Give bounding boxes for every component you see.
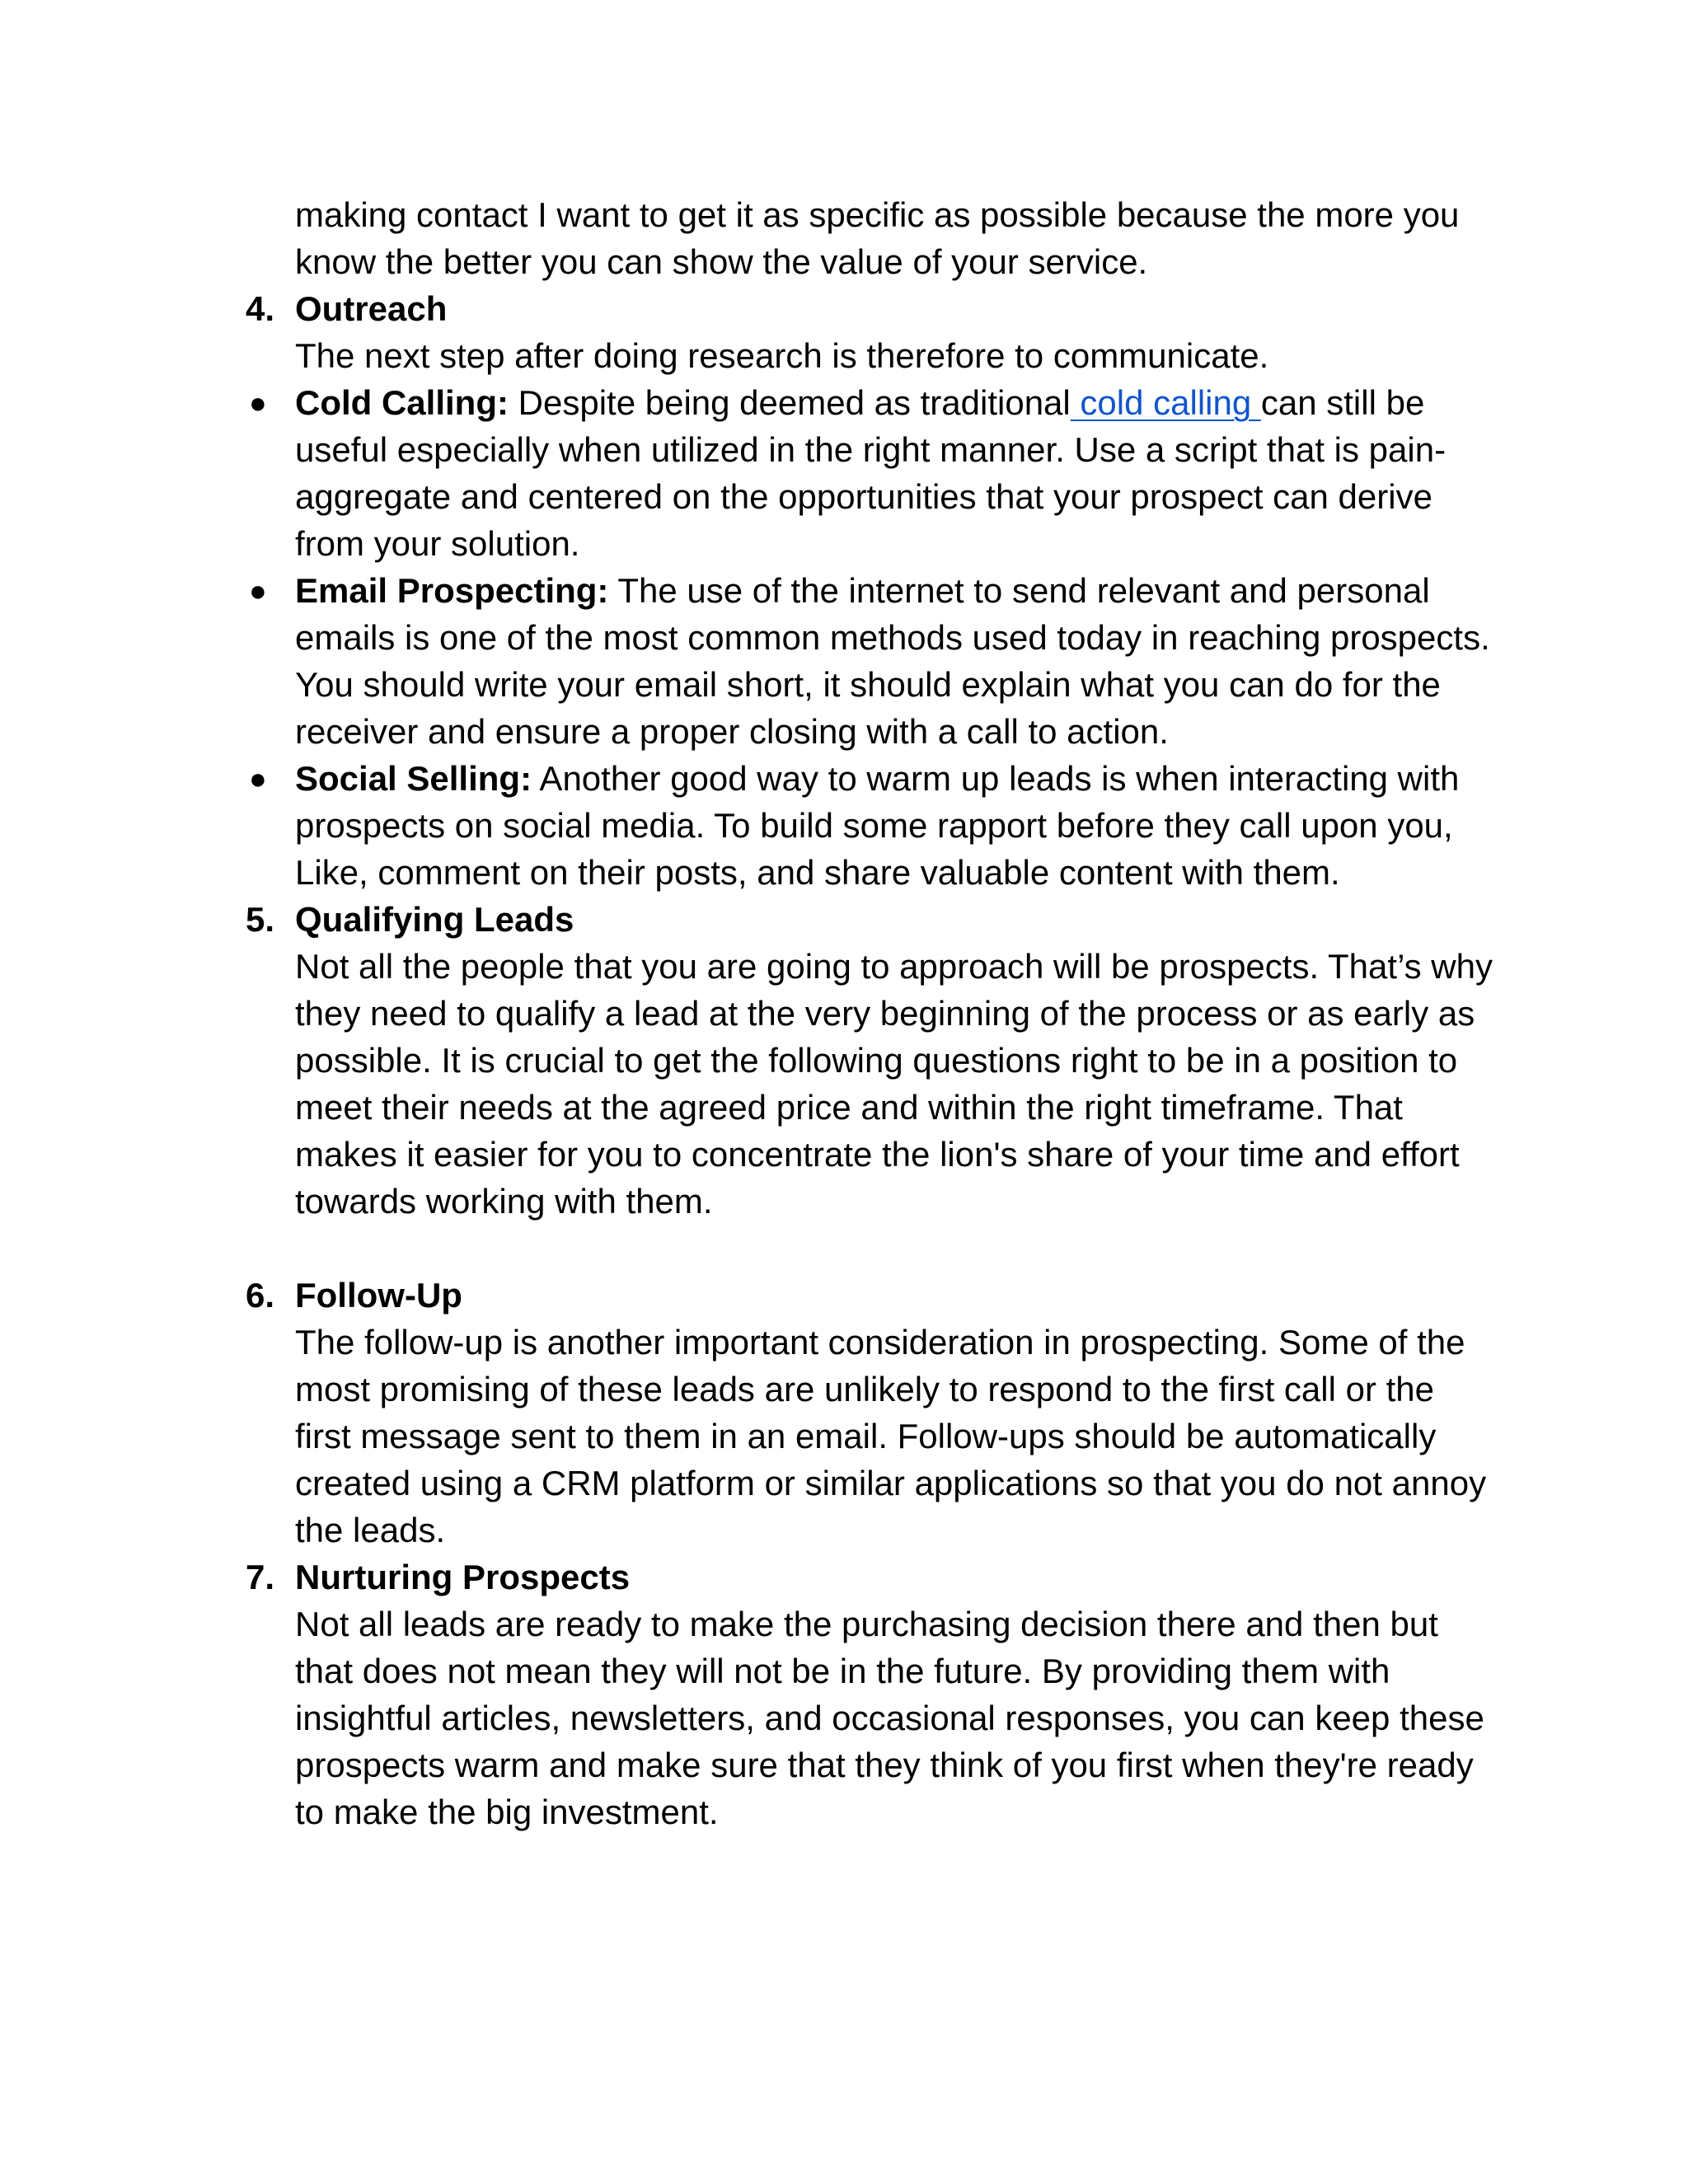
bullet-cold-calling	[246, 379, 1498, 567]
section-body: Not all leads are ready to make the purchasing decision there and then but that does not mean they will not be in the future. By providing them with insightful articles, newsletters, and occasional responses, you can keep these prospects warm and make sure that they think of you first when they're ready to make the big investment.	[295, 1605, 1484, 1831]
section-follow-up	[246, 1272, 1498, 1554]
section-nurturing-prospects	[246, 1554, 1498, 1835]
section-number: 7.	[246, 1558, 275, 1596]
section-body: The next step after doing research is therefore to communicate.	[295, 336, 1269, 375]
section-heading: Nurturing Prospects	[295, 1558, 631, 1596]
cold-calling-link[interactable]: cold calling	[1070, 383, 1261, 422]
section-qualifying-leads	[246, 896, 1498, 1225]
bullet-title: Cold Calling:	[295, 383, 509, 422]
intro-paragraph	[246, 191, 1498, 285]
bullet-email-prospecting	[246, 567, 1498, 755]
section-heading: Qualifying Leads	[295, 900, 574, 939]
bullet-icon: ●	[249, 762, 267, 795]
section-number: 6.	[246, 1276, 275, 1315]
bullet-text: The use of the internet to send relevant and personal emails is one of the most common methods used today in reaching prospects. You should write your email short, it should explain what you can do for the receiver and ensure a proper closing with a call to action.	[295, 571, 1490, 751]
intro-text: making contact I want to get it as specific as possible because the more you know the better you can show the value of your service.	[295, 195, 1460, 281]
section-heading: Follow-Up	[295, 1276, 462, 1315]
section-heading: Outreach	[295, 289, 448, 328]
section-body: Not all the people that you are going to approach will be prospects. That’s why they need to qualify a lead at the very beginning of the process or as early as possible. It is crucial to get the following questions right to be in a position to meet their needs at the agreed price and within the right timeframe. That makes it easier for you to concentrate the lion's share of your time and effort towards working with them.	[295, 947, 1493, 1221]
bullet-icon: ●	[249, 386, 267, 419]
bullet-social-selling	[246, 755, 1498, 896]
bullet-title: Social Selling:	[295, 759, 532, 798]
section-number: 4.	[246, 289, 275, 328]
blank-line	[246, 1225, 1498, 1272]
section-outreach	[246, 285, 1498, 379]
document-content	[246, 191, 1498, 1835]
section-body: The follow-up is another important consideration in prospecting. Some of the most promising of these leads are unlikely to respond to the first call or the first message sent to them in an email. Follow-ups should be automatically created using a CRM platform or similar applications so that you do not annoy the leads.	[295, 1323, 1487, 1549]
bullet-text: can still be useful especially when utilized in the right manner. Use a script that is pain-aggregate and centered on the opportunities that your prospect can derive from your solution.	[295, 383, 1447, 563]
section-number: 5.	[246, 900, 275, 939]
bullet-text: Another good way to warm up leads is when interacting with prospects on social media. To build some rapport before they call upon you, Like, comment on their posts, and share valuable content with them.	[295, 759, 1460, 892]
bullet-title: Email Prospecting:	[295, 571, 609, 610]
bullet-text: Despite being deemed as traditional	[508, 383, 1071, 422]
bullet-icon: ●	[249, 574, 267, 607]
